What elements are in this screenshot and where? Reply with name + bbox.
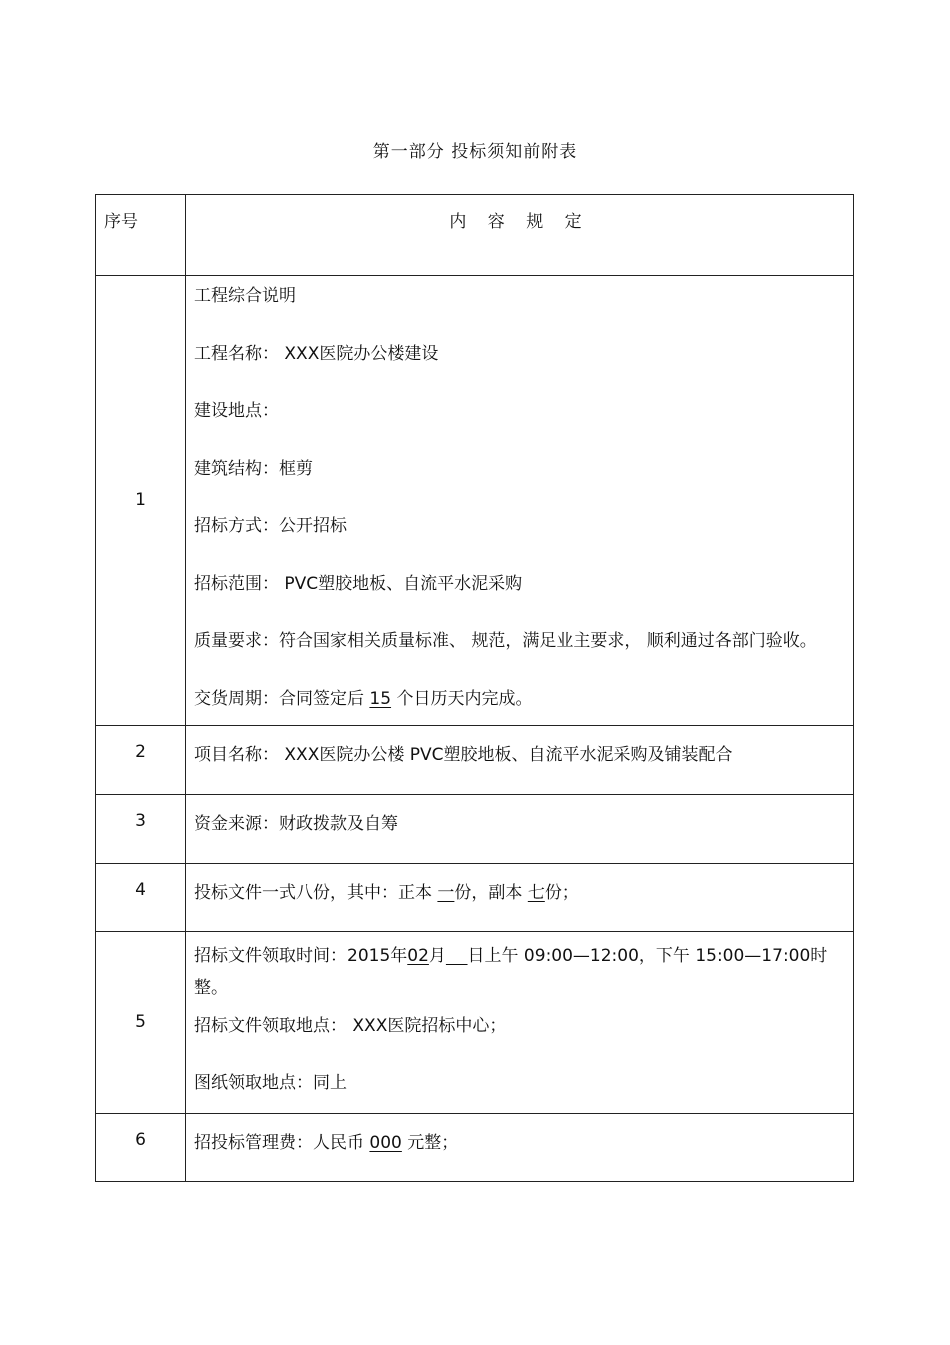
fee-amount: 000 [369,1133,402,1153]
delivery-suffix: 个日历天内完成。 [391,688,533,709]
row-number [96,1114,186,1182]
row-content [186,931,854,1114]
month-label: 月 [428,945,446,966]
delivery-period [194,687,845,717]
row-number [96,863,186,931]
quality-requirement: 质量要求：符合国家相关质量标准、 规范，满足业主要求， 顺利通过各部门验收。 [194,631,817,651]
drawing-pickup-location: 图纸领取地点：同上 [194,1073,347,1093]
bidding-method: 招标方式：公开招标 [194,516,347,536]
copies-suffix: 份； [544,882,579,903]
fund-source: 资金来源：财政拨款及自筹 [194,813,398,834]
header-serial: 序号 [96,195,186,276]
construction-site: 建设地点： [194,401,279,421]
row-number-text: 4 [135,879,146,900]
page-title: 第一部分 投标须知前附表 [372,142,578,162]
item-name: 项目名称： XXX医院办公楼 PVC塑胶地板、自流平水泥采购及铺装配合 [194,744,733,765]
table-row [96,725,854,794]
bidding-scope: 招标范围： PVC塑胶地板、自流平水泥采购 [194,573,523,594]
original-count: 一 [437,882,455,903]
table-row [96,1114,854,1182]
project-overview: 工程综合说明 [194,286,296,306]
project-name: 工程名称： XXX医院办公楼建设 [194,343,439,364]
row-number [96,794,186,863]
row-content [186,1114,854,1182]
row-content [186,794,854,863]
bid-notice-table [95,194,854,1182]
table-header-row [96,195,854,276]
pickup-time-label: 招标文件领取时间：2015年 [194,945,408,966]
pickup-time-suffix: 日上午 09:00—12:00，下午 15:00—17:00时整。 [194,945,828,998]
copies-label: 投标文件一式八份，其中：正本 [194,882,438,903]
table-row [96,863,854,931]
row-content [186,863,854,931]
pickup-month: 02 [407,945,429,966]
delivery-days: 15 [369,688,392,709]
row-number [96,725,186,794]
row-number: 5 [96,931,186,1114]
fee-label: 招投标管理费：人民币 [194,1133,370,1153]
pickup-day [446,946,468,966]
copy-count: 七 [527,882,545,903]
table-row [96,931,854,1114]
row-content [186,276,854,726]
management-fee [194,1122,845,1155]
table-row [96,794,854,863]
row-number-text: 3 [135,810,146,831]
row-content [186,725,854,794]
fee-suffix: 元整； [401,1133,459,1153]
row-number-text: 2 [135,741,146,762]
header-content: 内 容 规 定 [186,195,854,276]
row-number-text: 6 [135,1130,146,1150]
copies-middle: 份，副本 [454,882,528,903]
row-number: 1 [96,276,186,726]
bid-copies [194,872,845,905]
doc-pickup-time [194,940,845,1014]
delivery-label: 交货周期：合同签定后 [194,688,370,709]
doc-pickup-location: 招标文件领取地点： XXX医院招标中心； [194,1015,507,1036]
table-row [96,276,854,726]
building-structure: 建筑结构：框剪 [194,458,313,479]
